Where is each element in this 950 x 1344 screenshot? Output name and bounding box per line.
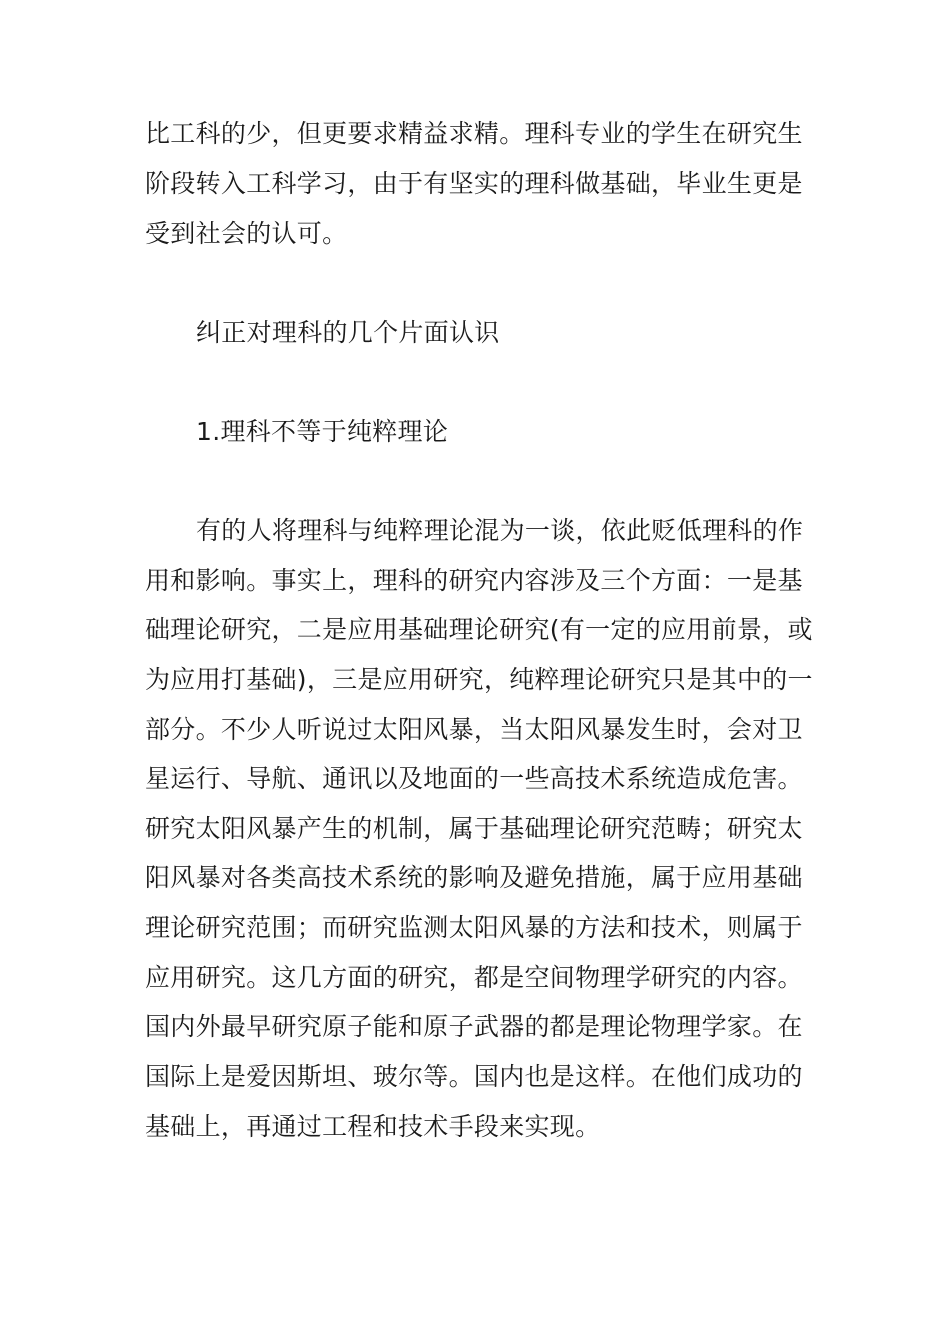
paragraph-2-line-9: 理论研究范围；而研究监测太阳风暴的方法和技术，则属于 (145, 913, 803, 942)
paragraph-2-line-12: 国际上是爱因斯坦、玻尔等。国内也是这样。在他们成功的 (145, 1062, 803, 1091)
paragraph-2-line-3: 础理论研究，二是应用基础理论研究(有一定的应用前景，或 (145, 615, 813, 644)
paragraph-2-line-2: 用和影响。事实上，理科的研究内容涉及三个方面：一是基 (145, 566, 803, 595)
paragraph-1-line-1: 比工科的少，但更要求精益求精。理科专业的学生在研究生 (145, 119, 803, 148)
paragraph-1-line-3: 受到社会的认可。 (145, 219, 348, 248)
paragraph-2-line-4: 为应用打基础)，三是应用研究，纯粹理论研究只是其中的一 (145, 665, 813, 694)
paragraph-1-line-2: 阶段转入工科学习，由于有坚实的理科做基础，毕业生更是 (145, 169, 803, 198)
paragraph-2-line-5: 部分。不少人听说过太阳风暴，当太阳风暴发生时，会对卫 (145, 715, 803, 744)
paragraph-2-line-10: 应用研究。这几方面的研究，都是空间物理学研究的内容。 (145, 963, 803, 992)
paragraph-2-line-1: 有的人将理科与纯粹理论混为一谈，依此贬低理科的作 (196, 516, 804, 545)
paragraph-2-line-13: 基础上，再通过工程和技术手段来实现。 (145, 1112, 601, 1141)
paragraph-2-line-7: 研究太阳风暴产生的机制，属于基础理论研究范畴；研究太 (145, 814, 803, 843)
paragraph-2-line-6: 星运行、导航、通讯以及地面的一些高技术系统造成危害。 (145, 764, 803, 793)
paragraph-2-line-8: 阳风暴对各类高技术系统的影响及避免措施，属于应用基础 (145, 863, 803, 892)
section-heading: 纠正对理科的几个片面认识 (196, 318, 500, 347)
paragraph-2-line-11: 国内外最早研究原子能和原子武器的都是理论物理学家。在 (145, 1012, 803, 1041)
subsection-heading: 1.理科不等于纯粹理论 (196, 417, 449, 446)
